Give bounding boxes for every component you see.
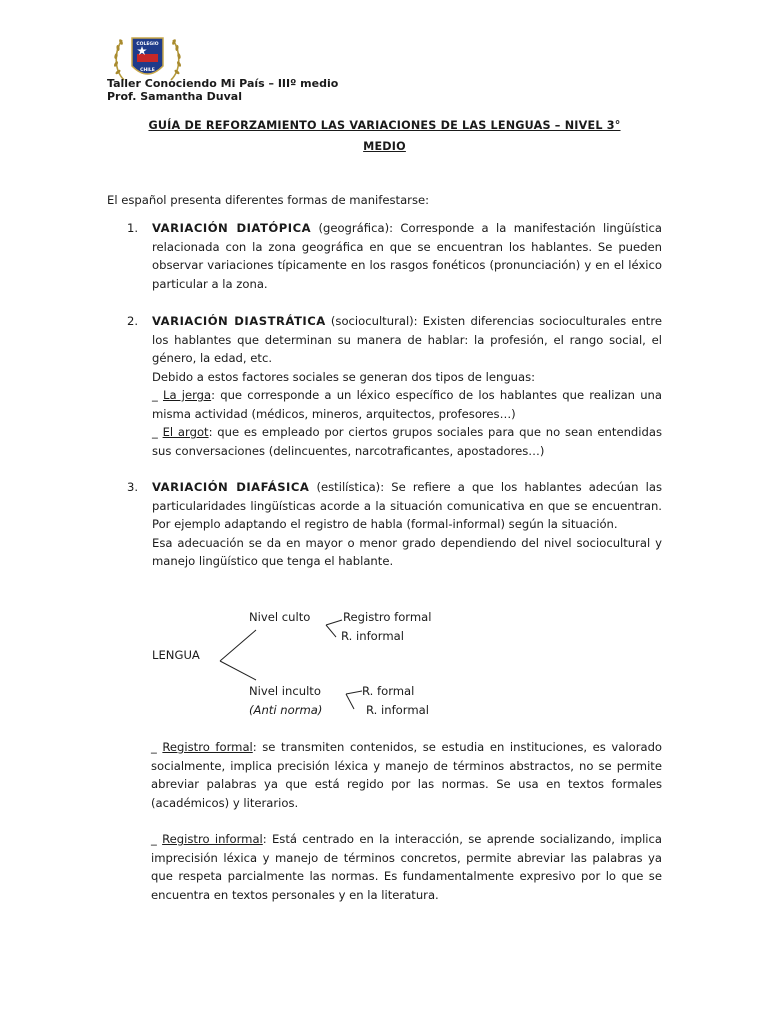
list-item [127, 219, 662, 293]
registro-formal-paragraph [151, 738, 662, 812]
diagram-root: LENGUA [152, 648, 200, 662]
reg-text: : se transmiten contenidos, se estudia en instituciones, es valorado socialmente, implica precisión léxica y manejo de términos abstractos, no se permite abreviar palabras ya que está regido por las normas. Se usa en textos formales (académicos) y literarios. [151, 740, 663, 810]
diagram-inculto-formal: R. formal [362, 684, 415, 698]
sub-term: La jerga [162, 388, 212, 402]
sub-item-jerga [152, 386, 662, 423]
reg-text: : Está centrado en la interacción, se aprende socializando, implica imprecisión léxica y manejo de términos concretos, permite abreviar las palabras ya que respeta parcialmente las normas. Es fundamentalmente expresivo por lo que se encuentra en textos personales y en la literatura. [151, 832, 662, 902]
item-number: 3. [127, 480, 139, 494]
diagram-culto-informal: R. informal [341, 629, 404, 643]
item-extra: Esa adecuación se da en mayor o menor grado dependiendo del nivel sociocultural y manejo lingüístico que tenga el hablante. [152, 535, 662, 568]
lengua-diagram [140, 605, 460, 725]
diagram-nivel-inculto: Nivel inculto [249, 684, 321, 698]
sub-prefix: _ [152, 388, 163, 402]
item-text: (estilística): Se refiere a que los hablantes adecúan las particularidades lingüísticas acorde a la situación comunicativa en que se encuentran. Por ejemplo adaptando el registro de habla (formal-informal) según la situación. [152, 480, 663, 531]
sub-text: : que corresponde a un léxico específico de los hablantes que realizan una misma actividad (médicos, mineros, arquitectos, profesores…) [152, 388, 663, 421]
sub-term: El argot [162, 425, 209, 439]
header-course: Taller Conociendo Mi País – IIIº medio [107, 77, 339, 90]
diagram-nivel-culto: Nivel culto [249, 610, 311, 624]
intro-text: El español presenta diferentes formas de manifestarse: [107, 193, 430, 207]
sub-item-argot [152, 423, 662, 460]
item-number: 1. [127, 221, 139, 235]
sub-text: : que es empleado por ciertos grupos sociales para que no sean entendidas sus conversaciones (delincuentes, narcotraficantes, apostadores…) [152, 425, 663, 458]
item-term: VARIACIÓN DIASTRÁTICA [152, 314, 326, 328]
item-text: (sociocultural): Existen diferencias socioculturales entre los hablantes que determinan su manera de hablar: la profesión, el rango social, el género, la edad, etc. [152, 314, 662, 365]
title-line-1: GUÍA DE REFORZAMIENTO LAS VARIACIONES DE LAS LENGUAS – NIVEL 3° [148, 119, 621, 132]
list-item [127, 478, 662, 571]
item-term: VARIACIÓN DIAFÁSICA [152, 480, 310, 494]
sub-prefix: _ [152, 425, 163, 439]
item-text: (geográfica): Corresponde a la manifestación lingüística relacionada con la zona geográfica en que se encuentran los hablantes. Se pueden observar variaciones típicamente en los rasgos fonéticos (pronunciación) y en el léxico particular a la zona. [152, 221, 662, 291]
reg-prefix: _ [151, 740, 163, 754]
item-number: 2. [127, 314, 139, 328]
svg-text:COLEGIO: COLEGIO [136, 42, 159, 47]
item-term: VARIACIÓN DIATÓPICA [152, 221, 312, 235]
diagram-culto-formal: Registro formal [343, 610, 432, 624]
diagram-anti-norma: (Anti norma) [249, 703, 323, 717]
header-teacher: Prof. Samantha Duval [107, 90, 242, 103]
diagram-inculto-informal: R. informal [366, 703, 429, 717]
page-title [107, 115, 662, 157]
title-line-2: MEDIO [363, 140, 406, 153]
reg-prefix: _ [151, 832, 163, 846]
svg-text:CHILE: CHILE [140, 68, 155, 73]
registro-informal-paragraph [151, 830, 662, 904]
reg-term: Registro informal [162, 832, 263, 846]
item-extra: Debido a estos factores sociales se generan dos tipos de lenguas: [152, 369, 536, 384]
reg-term: Registro formal [162, 740, 253, 754]
list-item [127, 312, 662, 460]
